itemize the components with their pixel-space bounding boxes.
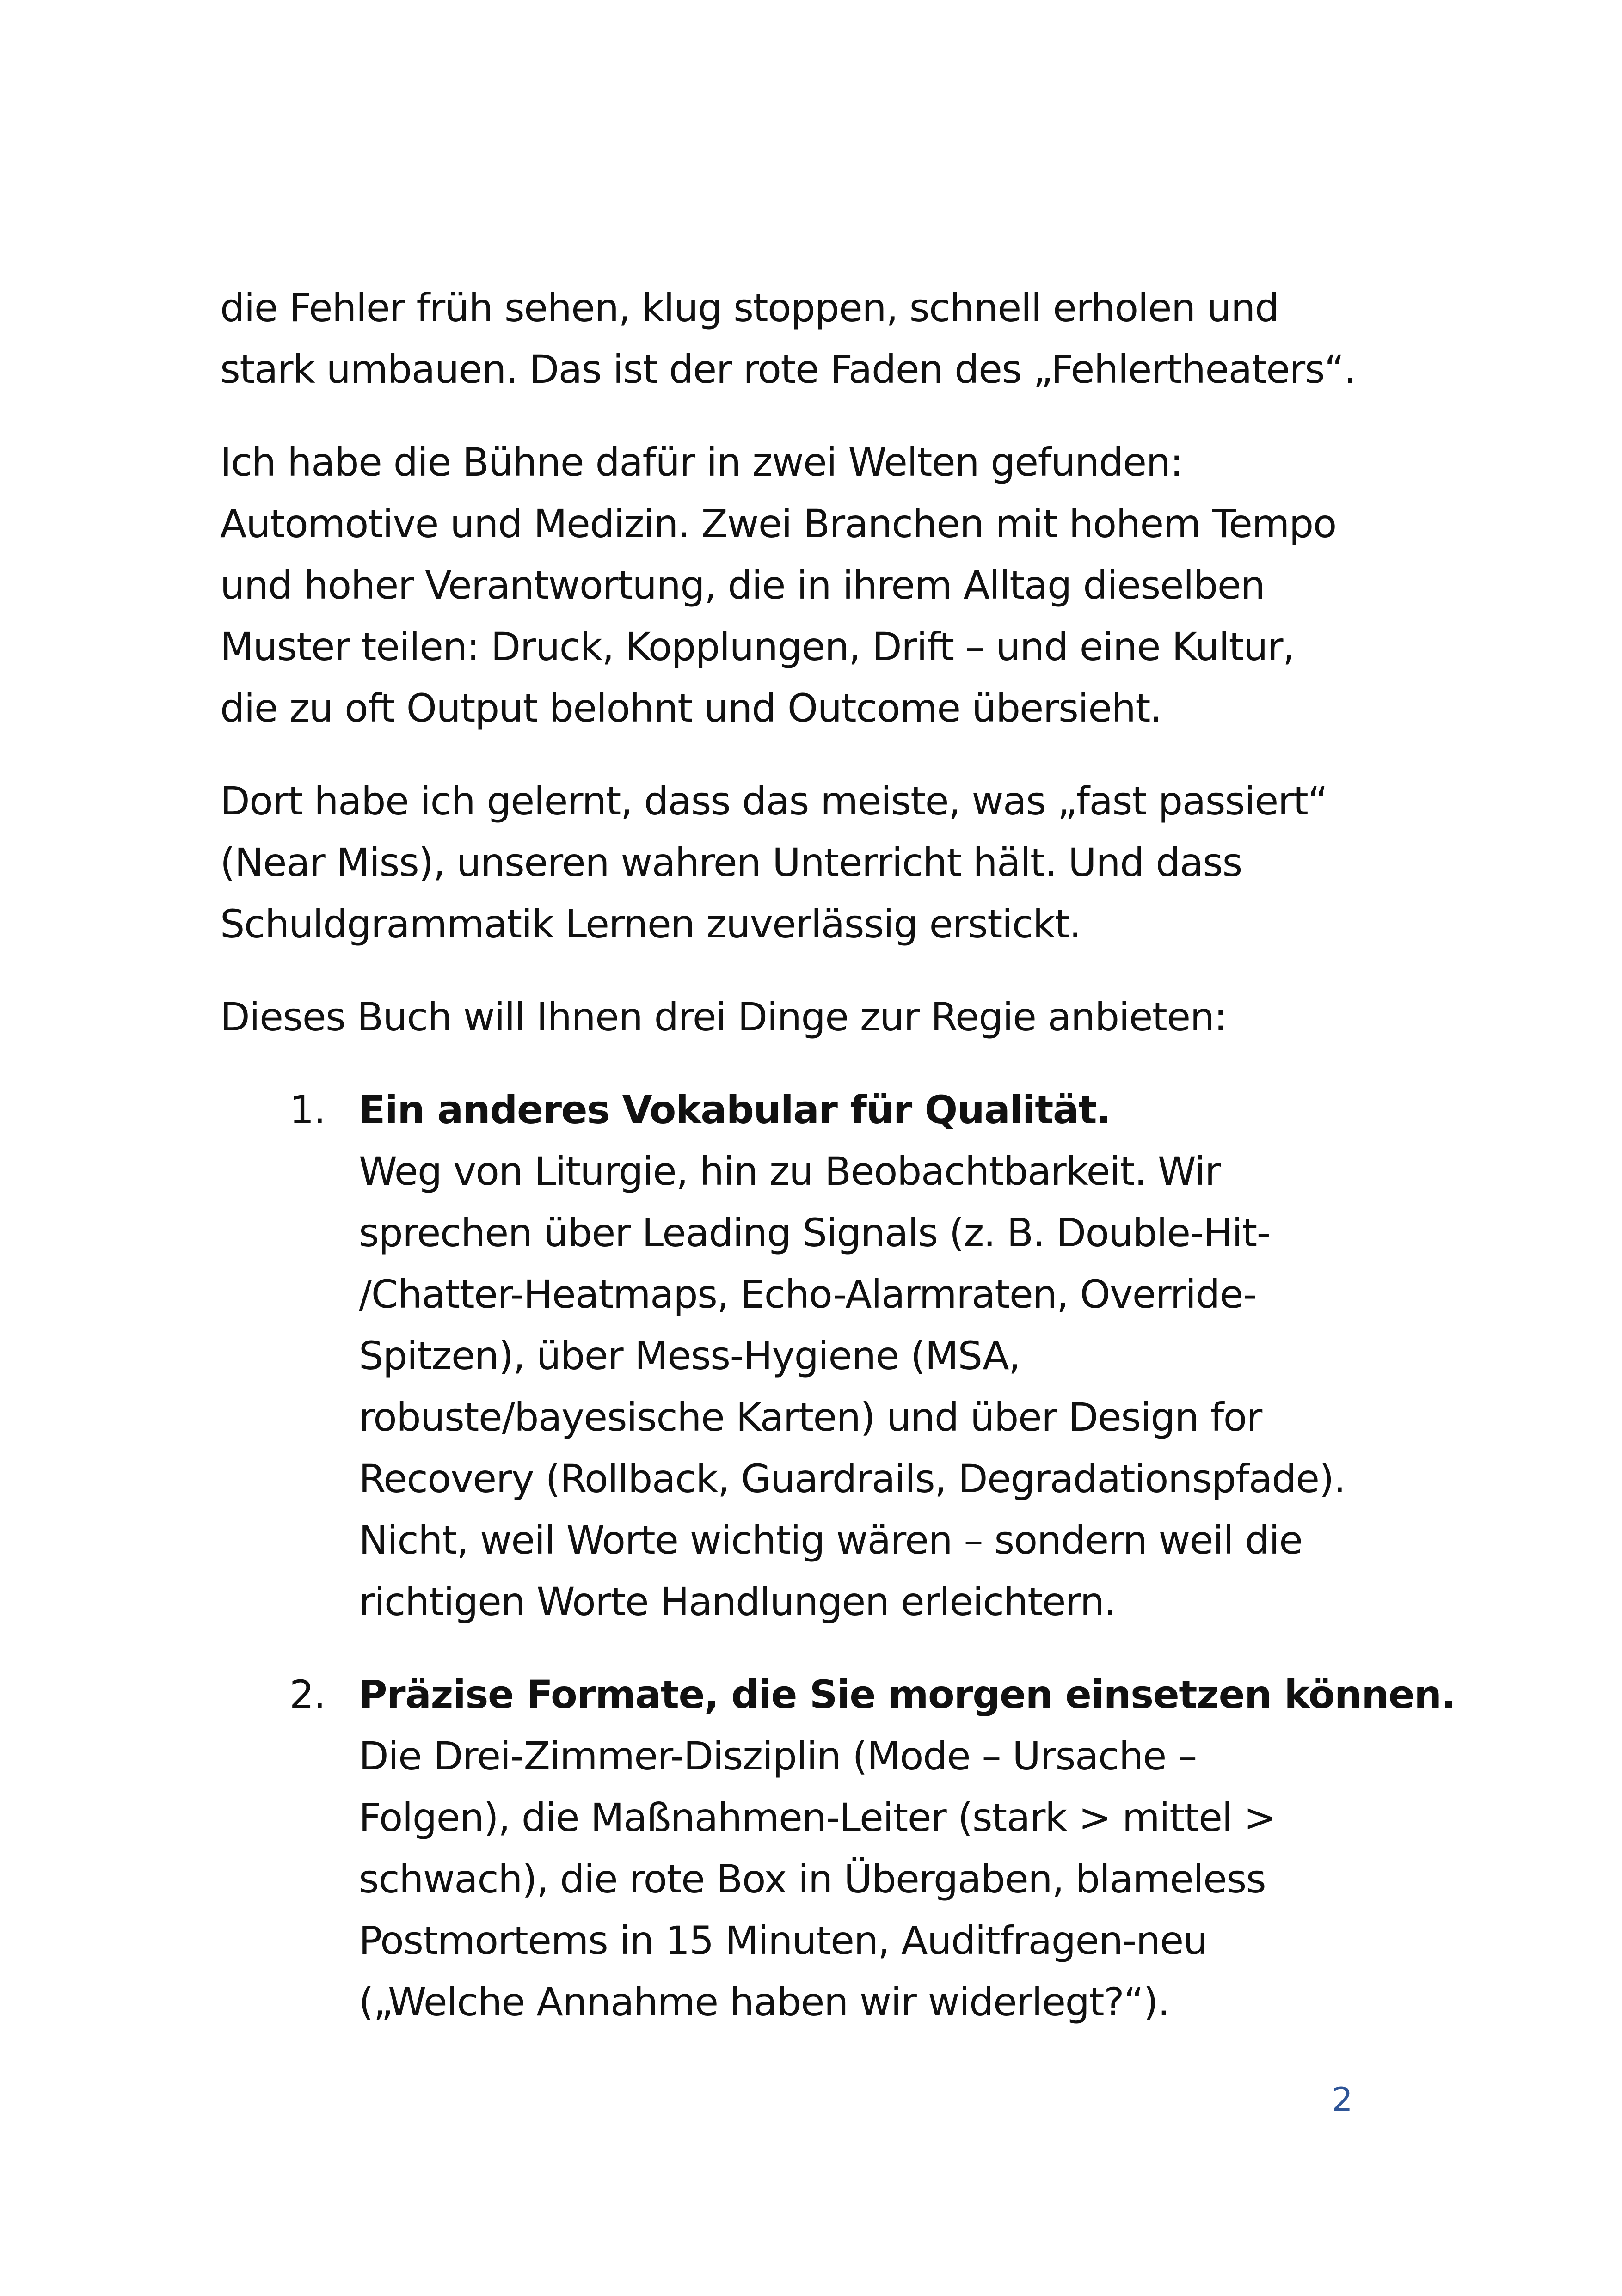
text-line: sprechen über Leading Signals (z. B. Double-Hit- [359,1210,1270,1255]
text-line: (Near Miss), unseren wahren Unterricht hält. Und dass [220,840,1242,885]
text-line: Dieses Buch will Ihnen drei Dinge zur Regie anbieten: [220,994,1227,1040]
list-item-title: Ein anderes Vokabular für Qualität. [359,1087,1111,1133]
text-line: Postmortems in 15 Minuten, Auditfragen-neu [359,1918,1207,1963]
text-line: schwach), die rote Box in Übergaben, blameless [359,1856,1266,1902]
text-line: Weg von Liturgie, hin zu Beobachtbarkeit. Wir [359,1149,1220,1194]
list-item [220,1664,1456,2033]
text-line: die Fehler früh sehen, klug stoppen, schnell erholen und [220,285,1279,331]
list-number: 2. [289,1672,326,1717]
text-line: („Welche Annahme haben wir widerlegt?“). [359,1979,1170,2025]
list-item [220,1079,1385,1633]
text-line: Automotive und Medizin. Zwei Branchen mit hohem Tempo [220,501,1336,546]
list-number: 1. [289,1087,326,1133]
list-item-title: Präzise Formate, die Sie morgen einsetzen können. [359,1672,1456,1717]
text-line: Folgen), die Maßnahmen-Leiter (stark > mittel > [359,1795,1276,1840]
text-line: Nicht, weil Worte wichtig wären – sondern weil die [359,1518,1303,1563]
text-line: Ich habe die Bühne dafür in zwei Welten gefunden: [220,440,1183,485]
text-line: Dort habe ich gelernt, dass das meiste, was „fast passiert“ [220,778,1327,824]
text-line: stark umbauen. Das ist der rote Faden des „Fehlertheaters“. [220,347,1356,392]
text-line: die zu oft Output belohnt und Outcome übersieht. [220,686,1162,731]
paragraph [220,771,1385,955]
paragraph [220,432,1385,739]
text-line: Spitzen), über Mess-Hygiene (MSA, [359,1333,1020,1378]
text-line: richtigen Worte Handlungen erleichtern. [359,1579,1116,1624]
text-line: robuste/bayesische Karten) und über Design for [359,1395,1262,1440]
paragraph [220,986,1385,1048]
page-body [220,277,1456,2064]
paragraph [220,277,1385,400]
text-line: Recovery (Rollback, Guardrails, Degradationspfade). [359,1456,1346,1501]
page-number: 2 [1332,2080,1353,2119]
numbered-list [220,1079,1456,2033]
text-line: Die Drei-Zimmer-Disziplin (Mode – Ursache – [359,1733,1197,1779]
text-line: und hoher Verantwortung, die in ihrem Alltag dieselben [220,563,1265,608]
text-line: Schuldgrammatik Lernen zuverlässig erstickt. [220,901,1081,947]
text-line: /Chatter-Heatmaps, Echo-Alarmraten, Override- [359,1272,1256,1317]
text-line: Muster teilen: Druck, Kopplungen, Drift – und eine Kultur, [220,624,1295,669]
